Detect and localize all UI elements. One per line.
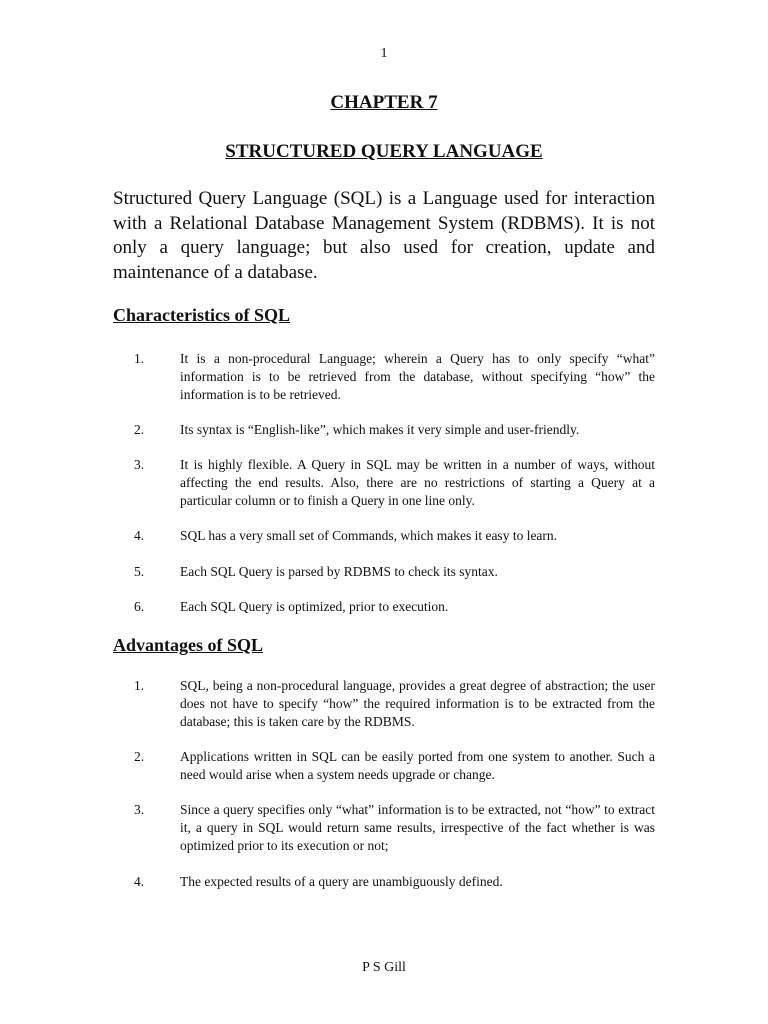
page-number: 1 [380,46,388,61]
item-number: 3. [134,802,145,817]
item-text: SQL has a very small set of Commands, which makes it easy to learn. [180,528,558,543]
item-text: Its syntax is “English-like”, which makes it very simple and user-friendly. [180,422,580,437]
item-text: Each SQL Query is parsed by RDBMS to check its syntax. [180,564,498,579]
item-number: 6. [134,599,145,614]
document-title: STRUCTURED QUERY LANGUAGE [225,141,543,162]
item-number: 2. [134,749,145,764]
item-text: It is a non-procedural Language; wherein a Query has to only specify “what” information is to be retrieved from the database, without specifying “how” the information is to be retrieved. [180,351,655,402]
item-number: 4. [134,874,145,889]
item-number: 1. [134,351,145,366]
item-text: Since a query specifies only “what” information is to be extracted, not “how” to extract it, a query in SQL would return same results, irrespective of the fact whether is was optimized prior to its execution or not; [180,802,655,853]
item-number: 3. [134,457,145,472]
intro-paragraph: Structured Query Language (SQL) is a Language used for interaction with a Relational Database Management System (RDBMS). It is not only a query language; but also used for creation, update and maintenance of a database. [113,188,655,283]
item-text: SQL, being a non-procedural language, provides a great degree of abstraction; the user does not have to specify “how” the required information is to be extracted from the database; this is taken care by the RDBMS. [180,678,655,729]
characteristics-heading: Characteristics of SQL [113,305,290,325]
item-text: It is highly flexible. A Query in SQL may be written in a number of ways, without affecting the end results. Also, there are no restrictions of starting a Query at a particular column or to finish a Query in one line only. [180,457,655,508]
item-number: 4. [134,528,145,543]
item-text: Applications written in SQL can be easily ported from one system to another. Such a need would arise when a system needs upgrade or change. [180,749,655,782]
advantages-heading: Advantages of SQL [113,635,264,655]
chapter-title: CHAPTER 7 [330,92,438,113]
item-text: Each SQL Query is optimized, prior to execution. [180,599,449,614]
item-number: 5. [134,564,145,579]
footer-author: P S Gill [362,960,406,975]
item-number: 2. [134,422,145,437]
item-number: 1. [134,678,145,693]
item-text: The expected results of a query are unambiguously defined. [180,874,503,889]
